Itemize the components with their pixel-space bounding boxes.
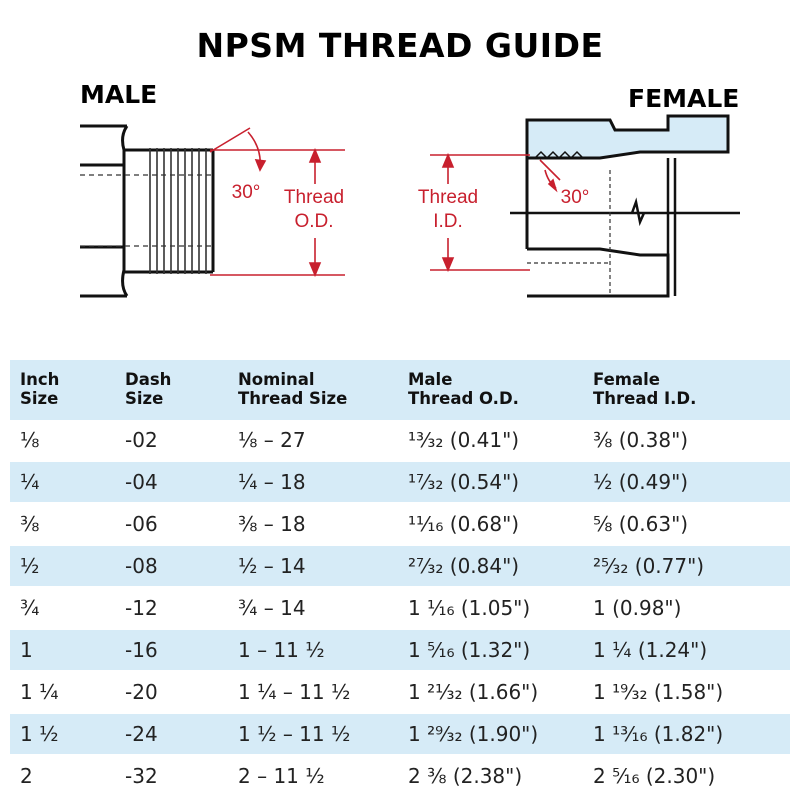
header-inch-size: Inch Size [10,360,125,420]
cell-nominal-thread: ¾ – 14 [238,587,408,629]
cell-male-od: 1 ⁵⁄₁₆ (1.32") [408,629,593,671]
cell-female-id: ⅝ (0.63") [593,503,790,545]
table-row [10,545,790,587]
female-id-line1: Thread [417,187,479,208]
male-threads [150,148,206,274]
female-angle-label: 30° [560,187,590,208]
cell-male-od: ¹³⁄₃₂ (0.41") [408,420,593,461]
page-title: NPSM THREAD GUIDE [196,26,604,65]
female-id-line2: I.D. [433,211,463,232]
cell-female-id: 1 ¹³⁄₁₆ (1.82") [593,713,790,755]
cell-female-id: ½ (0.49") [593,461,790,503]
female-label: FEMALE [628,84,740,113]
cell-female-id: ⅜ (0.38") [593,420,790,461]
cell-dash-size: -16 [125,629,238,671]
cell-female-id: 1 (0.98") [593,587,790,629]
cell-nominal-thread: 1 ½ – 11 ½ [238,713,408,755]
cell-inch-size: ⅜ [10,503,125,545]
cell-nominal-thread: ⅜ – 18 [238,503,408,545]
header-female-thread-id: Female Thread I.D. [593,360,790,420]
table-header-row [10,360,790,420]
cell-male-od: 1 ²⁹⁄₃₂ (1.90") [408,713,593,755]
cell-female-id: 1 ¼ (1.24") [593,629,790,671]
cell-nominal-thread: ⅛ – 27 [238,420,408,461]
cell-dash-size: -06 [125,503,238,545]
male-od-line1: Thread [283,187,345,208]
male-fitting-drawing [80,126,213,296]
table-row [10,503,790,545]
cell-dash-size: -32 [125,755,238,797]
male-label: MALE [80,80,158,109]
cell-inch-size: 1 [10,629,125,671]
cell-male-od: 2 ⅜ (2.38") [408,755,593,797]
table-row [10,587,790,629]
cell-nominal-thread: 2 – 11 ½ [238,755,408,797]
cell-female-id: 1 ¹⁹⁄₃₂ (1.58") [593,671,790,713]
cell-dash-size: -12 [125,587,238,629]
cell-male-od: ²⁷⁄₃₂ (0.84") [408,545,593,587]
thread-table-container [10,360,790,798]
cell-female-id: 2 ⁵⁄₁₆ (2.30") [593,755,790,797]
cell-inch-size: ½ [10,545,125,587]
female-fitting-drawing [510,116,740,296]
table-row [10,629,790,671]
table-row [10,713,790,755]
male-od-line2: O.D. [294,211,334,232]
table-row [10,755,790,797]
cell-male-od: ¹¹⁄₁₆ (0.68") [408,503,593,545]
cell-dash-size: -02 [125,420,238,461]
cell-inch-size: ¾ [10,587,125,629]
cell-dash-size: -04 [125,461,238,503]
cell-nominal-thread: 1 ¼ – 11 ½ [238,671,408,713]
cell-inch-size: 2 [10,755,125,797]
male-angle-label: 30° [231,182,261,203]
cell-inch-size: ¼ [10,461,125,503]
header-dash-size: Dash Size [125,360,238,420]
cell-nominal-thread: ½ – 14 [238,545,408,587]
cell-inch-size: 1 ¼ [10,671,125,713]
female-id-label [406,186,490,234]
cell-male-od: ¹⁷⁄₃₂ (0.54") [408,461,593,503]
cell-female-id: ²⁵⁄₃₂ (0.77") [593,545,790,587]
cell-nominal-thread: ¼ – 18 [238,461,408,503]
cell-dash-size: -20 [125,671,238,713]
cell-inch-size: ⅛ [10,420,125,461]
thread-table [10,360,790,798]
male-center-lines [80,175,213,246]
header-nominal-thread-size: Nominal Thread Size [238,360,408,420]
cell-male-od: 1 ²¹⁄₃₂ (1.66") [408,671,593,713]
cell-nominal-thread: 1 – 11 ½ [238,629,408,671]
table-row [10,420,790,461]
table-row [10,461,790,503]
thread-diagram [0,110,800,320]
cell-dash-size: -08 [125,545,238,587]
cell-male-od: 1 ¹⁄₁₆ (1.05") [408,587,593,629]
table-row [10,671,790,713]
header-male-thread-od: Male Thread O.D. [408,360,593,420]
cell-inch-size: 1 ½ [10,713,125,755]
male-od-label [272,186,356,234]
cell-dash-size: -24 [125,713,238,755]
